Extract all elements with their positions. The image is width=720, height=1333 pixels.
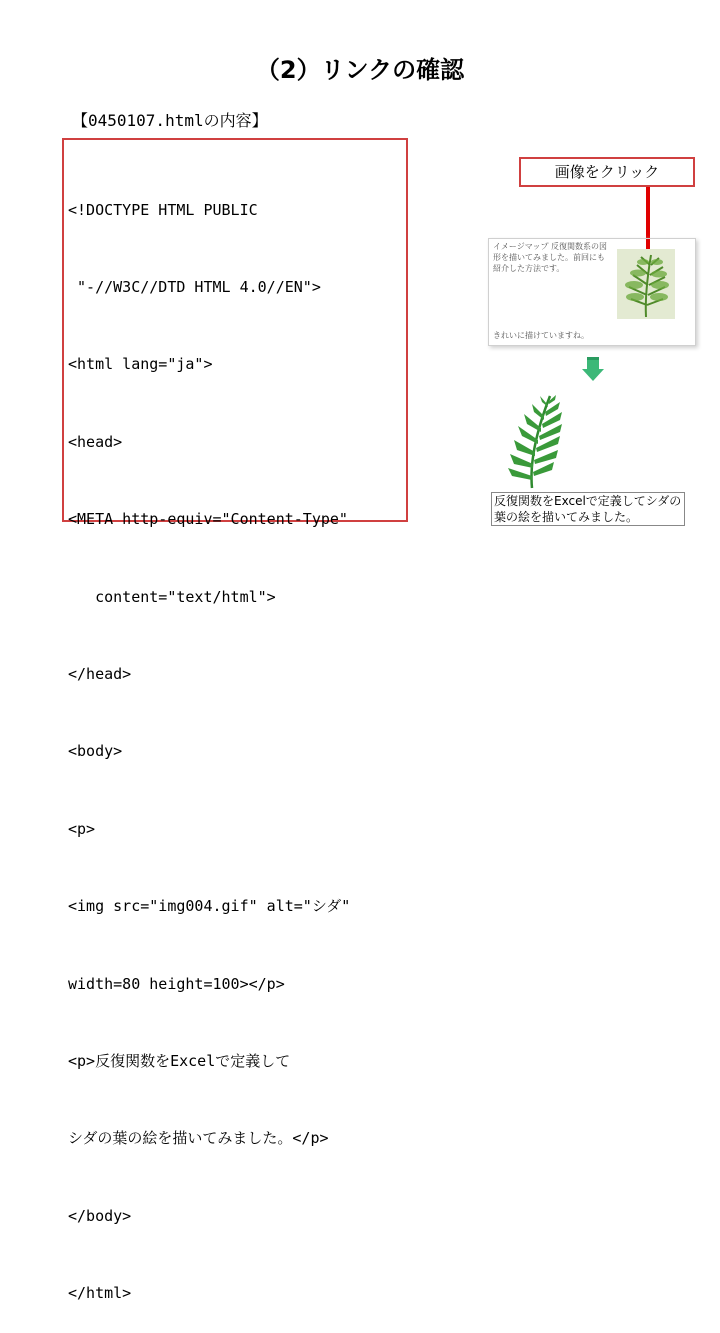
fern-leaf-icon [502,392,572,494]
browser-preview-caption: きれいに描けていますね。 [493,331,589,340]
code-line: </html> [68,1284,132,1303]
code-line: <img src="img004.gif" alt="シダ" [68,897,351,916]
fern-photo-link[interactable] [617,249,675,319]
code-line: <META http-equiv="Content-Type" [68,510,348,529]
code-listing [62,138,408,1303]
code-line: <html lang="ja"> [68,355,213,374]
code-line: シダの葉の絵を描いてみました。</p> [68,1129,329,1148]
code-line: content="text/html"> [68,587,276,606]
code-line: "-//W3C//DTD HTML 4.0//EN"> [68,277,321,296]
code-line: <body> [68,742,123,761]
slide-title: （2）リンクの確認 [255,56,465,84]
code-line: </head> [68,664,132,683]
browser-preview-text: イメージマップ 反復関数系の図形を描いてみました。前回にも紹介した方法です。 [493,242,607,273]
rendered-result [488,390,688,528]
code-line: <p> [68,819,96,838]
result-caption: 反復関数をExcelで定義してシダの葉の絵を描いてみました。 [491,492,685,526]
code-line: <head> [68,432,123,451]
code-line: </body> [68,1206,132,1225]
code-line: <!DOCTYPE HTML PUBLIC [68,200,258,219]
file-label: 【0450107.htmlの内容】 [72,111,268,130]
down-arrow-icon [582,357,604,385]
code-line: <p>反復関数をExcelで定義して [68,1051,291,1070]
click-image-callout: 画像をクリック [519,157,695,187]
code-line: width=80 height=100></p> [68,974,285,993]
fern-photo-icon [617,249,675,319]
browser-preview [488,238,696,346]
